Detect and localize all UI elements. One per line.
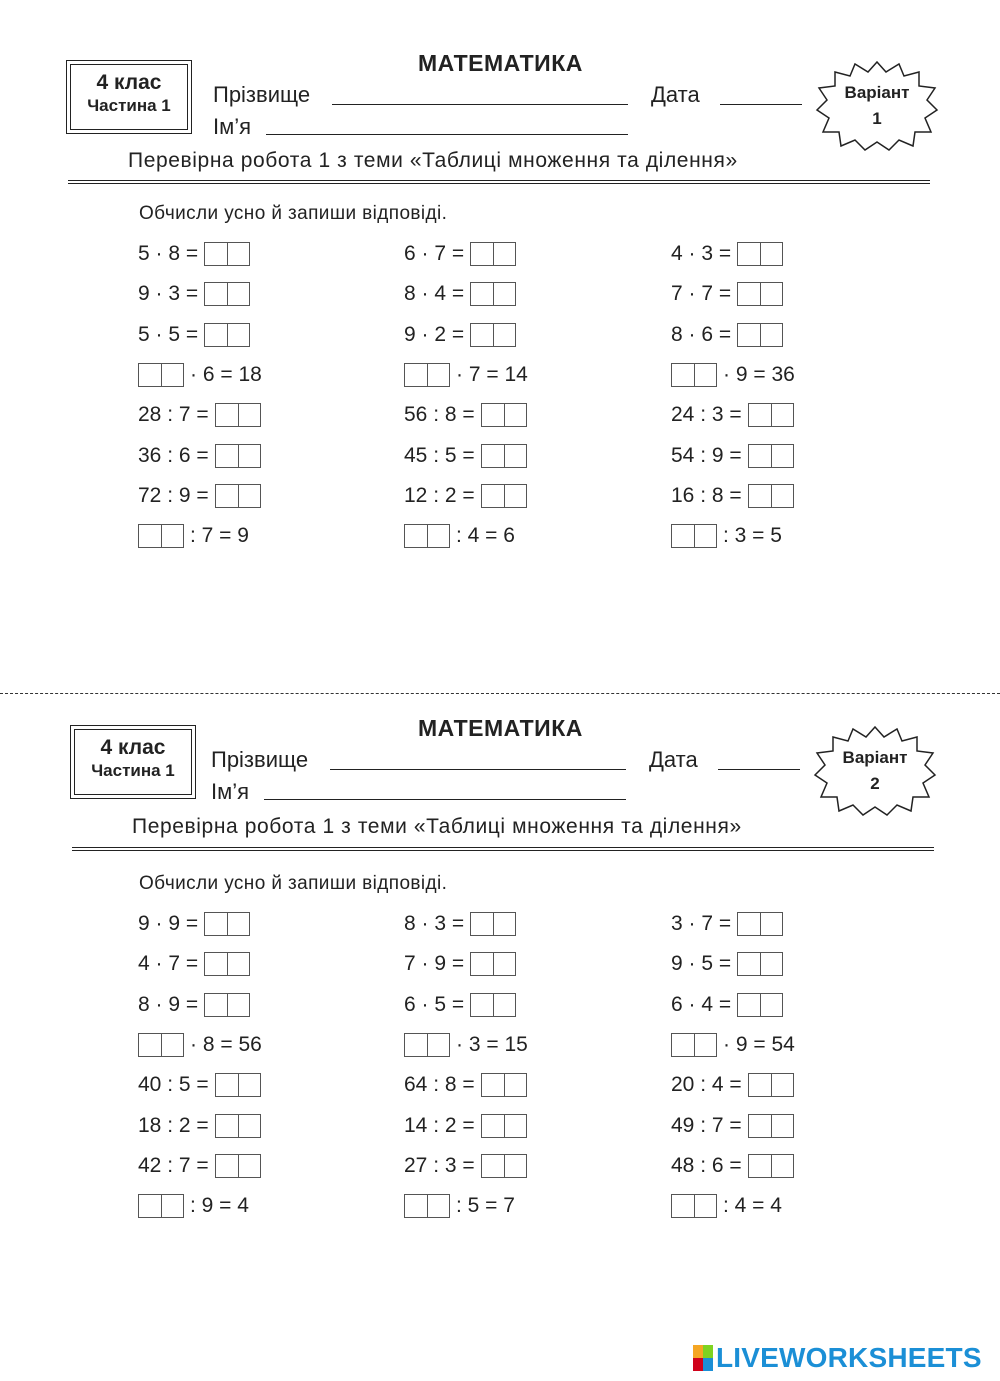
answer-box[interactable] bbox=[204, 952, 250, 976]
exercise-expression: 4 · 3 = bbox=[671, 242, 732, 265]
subject-title: МАТЕМАТИКА bbox=[418, 715, 583, 741]
answer-box[interactable] bbox=[748, 1073, 794, 1097]
logo-square bbox=[703, 1358, 713, 1371]
date-field[interactable] bbox=[718, 769, 800, 770]
answer-box[interactable] bbox=[481, 1073, 527, 1097]
answer-box[interactable] bbox=[215, 1114, 261, 1138]
exercise-expression: 8 · 6 = bbox=[671, 322, 732, 346]
exercise-item bbox=[671, 1113, 794, 1139]
exercise-expression: 42 : 7 = bbox=[138, 1153, 209, 1177]
answer-box[interactable] bbox=[748, 1114, 794, 1138]
surname-field[interactable] bbox=[330, 769, 626, 770]
exercise-expression: 9 · 2 = bbox=[404, 322, 465, 346]
exercise-item bbox=[404, 992, 516, 1018]
exercise-expression: 9 · 3 = bbox=[138, 282, 199, 306]
exercise-item bbox=[404, 1113, 527, 1139]
liveworksheets-logo-text: LIVEWORKSHEETS bbox=[716, 1342, 982, 1373]
exercise-expression: 14 : 2 = bbox=[404, 1113, 475, 1137]
subject-title: МАТЕМАТИКА bbox=[418, 50, 583, 76]
exercise-expression: 6 · 5 = bbox=[404, 992, 465, 1016]
exercise-item bbox=[671, 1153, 794, 1179]
exercise-expression: : 7 = 9 bbox=[190, 524, 249, 548]
exercise-expression: 56 : 8 = bbox=[404, 403, 475, 427]
exercise-item bbox=[138, 1113, 261, 1139]
exercise-item bbox=[404, 911, 516, 937]
answer-box[interactable] bbox=[404, 1033, 450, 1057]
answer-box[interactable] bbox=[215, 1073, 261, 1097]
exercise-expression: 8 · 9 = bbox=[138, 992, 199, 1016]
answer-box[interactable] bbox=[737, 952, 783, 976]
exercise-expression: 36 : 6 = bbox=[138, 443, 209, 467]
variant-word: Варіант bbox=[842, 748, 908, 767]
exercise-expression: 72 : 9 = bbox=[138, 483, 209, 507]
cut-line bbox=[0, 693, 1000, 694]
exercise-expression: : 3 = 5 bbox=[723, 524, 782, 548]
exercise-item bbox=[404, 1153, 527, 1179]
exercise-expression: 3 · 7 = bbox=[671, 912, 732, 935]
exercise-expression: 54 : 9 = bbox=[671, 443, 742, 467]
variant-number: 2 bbox=[870, 774, 880, 793]
variant-word: Варіант bbox=[844, 83, 910, 102]
exercise-item bbox=[671, 992, 783, 1018]
class-label: 4 клас bbox=[100, 736, 166, 759]
liveworksheets-logo-icon bbox=[693, 1345, 713, 1371]
exercise-expression: 4 · 7 = bbox=[138, 952, 199, 976]
exercise-expression: 6 · 7 = bbox=[404, 242, 465, 265]
exercise-expression: 12 : 2 = bbox=[404, 483, 475, 507]
variant-number: 1 bbox=[872, 109, 882, 128]
exercise-item bbox=[138, 951, 250, 977]
exercise-expression: 28 : 7 = bbox=[138, 403, 209, 427]
topic-title: Перевірна робота 1 з теми «Таблиці множення та ділення» bbox=[132, 815, 742, 838]
exercise-expression: · 8 = 56 bbox=[190, 1032, 262, 1056]
logo-square bbox=[693, 1345, 703, 1358]
answer-box[interactable] bbox=[748, 1154, 794, 1178]
surname-label: Прізвище bbox=[213, 82, 311, 107]
exercise-expression: 5 · 8 = bbox=[138, 242, 199, 265]
answer-box[interactable] bbox=[481, 1154, 527, 1178]
exercise-expression: : 5 = 7 bbox=[456, 1194, 515, 1218]
answer-box[interactable] bbox=[204, 993, 250, 1017]
answer-box[interactable] bbox=[481, 1114, 527, 1138]
exercise-item bbox=[138, 1193, 249, 1219]
exercise-expression: 20 : 4 = bbox=[671, 1073, 742, 1097]
exercise-expression: 7 · 7 = bbox=[671, 282, 732, 306]
liveworksheets-logo bbox=[693, 1343, 982, 1373]
exercise-item bbox=[138, 1153, 261, 1179]
exercise-expression: · 9 = 54 bbox=[723, 1032, 795, 1056]
exercise-expression: 49 : 7 = bbox=[671, 1113, 742, 1137]
answer-box[interactable] bbox=[138, 1033, 184, 1057]
answer-box[interactable] bbox=[404, 1194, 450, 1218]
part-label: Частина 1 bbox=[87, 96, 171, 115]
exercise-expression: 40 : 5 = bbox=[138, 1073, 209, 1097]
exercise-item bbox=[671, 911, 783, 937]
exercise-expression: 18 : 2 = bbox=[138, 1113, 209, 1137]
exercise-item bbox=[404, 1032, 528, 1058]
logo-square bbox=[703, 1345, 713, 1358]
answer-box[interactable] bbox=[671, 1194, 717, 1218]
exercise-expression: 27 : 3 = bbox=[404, 1153, 475, 1177]
header-divider bbox=[72, 847, 934, 851]
exercise-item bbox=[404, 1072, 527, 1098]
exercise-expression: · 3 = 15 bbox=[456, 1032, 528, 1056]
exercise-item bbox=[671, 1032, 795, 1058]
name-field[interactable] bbox=[264, 799, 626, 800]
exercise-item bbox=[671, 1072, 794, 1098]
name-label: Ім’я bbox=[213, 114, 252, 139]
exercise-expression: 9 · 5 = bbox=[671, 952, 732, 976]
name-label: Ім’я bbox=[211, 779, 250, 804]
exercise-item bbox=[671, 1193, 782, 1219]
answer-box[interactable] bbox=[737, 912, 783, 936]
class-box bbox=[74, 729, 192, 795]
exercise-item bbox=[404, 951, 516, 977]
instruction-text: Обчисли усно й запиши відповіді. bbox=[139, 873, 448, 894]
exercise-expression: : 4 = 4 bbox=[723, 1194, 782, 1218]
exercise-item bbox=[671, 951, 783, 977]
exercise-item bbox=[138, 992, 250, 1018]
answer-box[interactable] bbox=[470, 993, 516, 1017]
exercise-expression: 16 : 8 = bbox=[671, 483, 742, 507]
exercise-item bbox=[138, 1072, 261, 1098]
exercise-item bbox=[138, 911, 250, 937]
exercise-expression: 64 : 8 = bbox=[404, 1073, 475, 1097]
answer-box[interactable] bbox=[215, 1154, 261, 1178]
exercise-expression: · 6 = 18 bbox=[190, 362, 262, 386]
exercise-item bbox=[404, 1193, 515, 1219]
logo-square bbox=[693, 1358, 703, 1371]
exercise-expression: 6 · 4 = bbox=[671, 992, 732, 1016]
answer-box[interactable] bbox=[671, 1033, 717, 1057]
exercise-expression: : 4 = 6 bbox=[456, 524, 515, 548]
exercise-expression: 8 · 3 = bbox=[404, 912, 465, 935]
exercise-expression: 45 : 5 = bbox=[404, 443, 475, 467]
variant-badge bbox=[813, 725, 937, 817]
date-label: Дата bbox=[649, 747, 698, 772]
class-label: 4 клас bbox=[96, 71, 162, 94]
exercise-expression: : 9 = 4 bbox=[190, 1194, 249, 1218]
answer-box[interactable] bbox=[737, 993, 783, 1017]
exercise-expression: 7 · 9 = bbox=[404, 952, 465, 976]
exercise-expression: 9 · 9 = bbox=[138, 912, 199, 935]
answer-box[interactable] bbox=[138, 1194, 184, 1218]
part-label: Частина 1 bbox=[91, 761, 175, 780]
exercise-expression: 5 · 5 = bbox=[138, 322, 199, 346]
exercise-expression: · 9 = 36 bbox=[723, 362, 795, 386]
exercise-expression: 8 · 4 = bbox=[404, 282, 465, 306]
exercise-expression: 48 : 6 = bbox=[671, 1153, 742, 1177]
answer-box[interactable] bbox=[470, 952, 516, 976]
exercise-expression: · 7 = 14 bbox=[456, 362, 528, 386]
topic-title: Перевірна робота 1 з теми «Таблиці множення та ділення» bbox=[128, 149, 738, 172]
exercise-item bbox=[138, 1032, 262, 1058]
answer-box[interactable] bbox=[470, 912, 516, 936]
date-label: Дата bbox=[651, 82, 700, 107]
exercise-expression: 24 : 3 = bbox=[671, 403, 742, 427]
surname-label: Прізвище bbox=[211, 747, 309, 772]
answer-box[interactable] bbox=[204, 912, 250, 936]
instruction-text: Обчисли усно й запиши відповіді. bbox=[139, 203, 448, 224]
